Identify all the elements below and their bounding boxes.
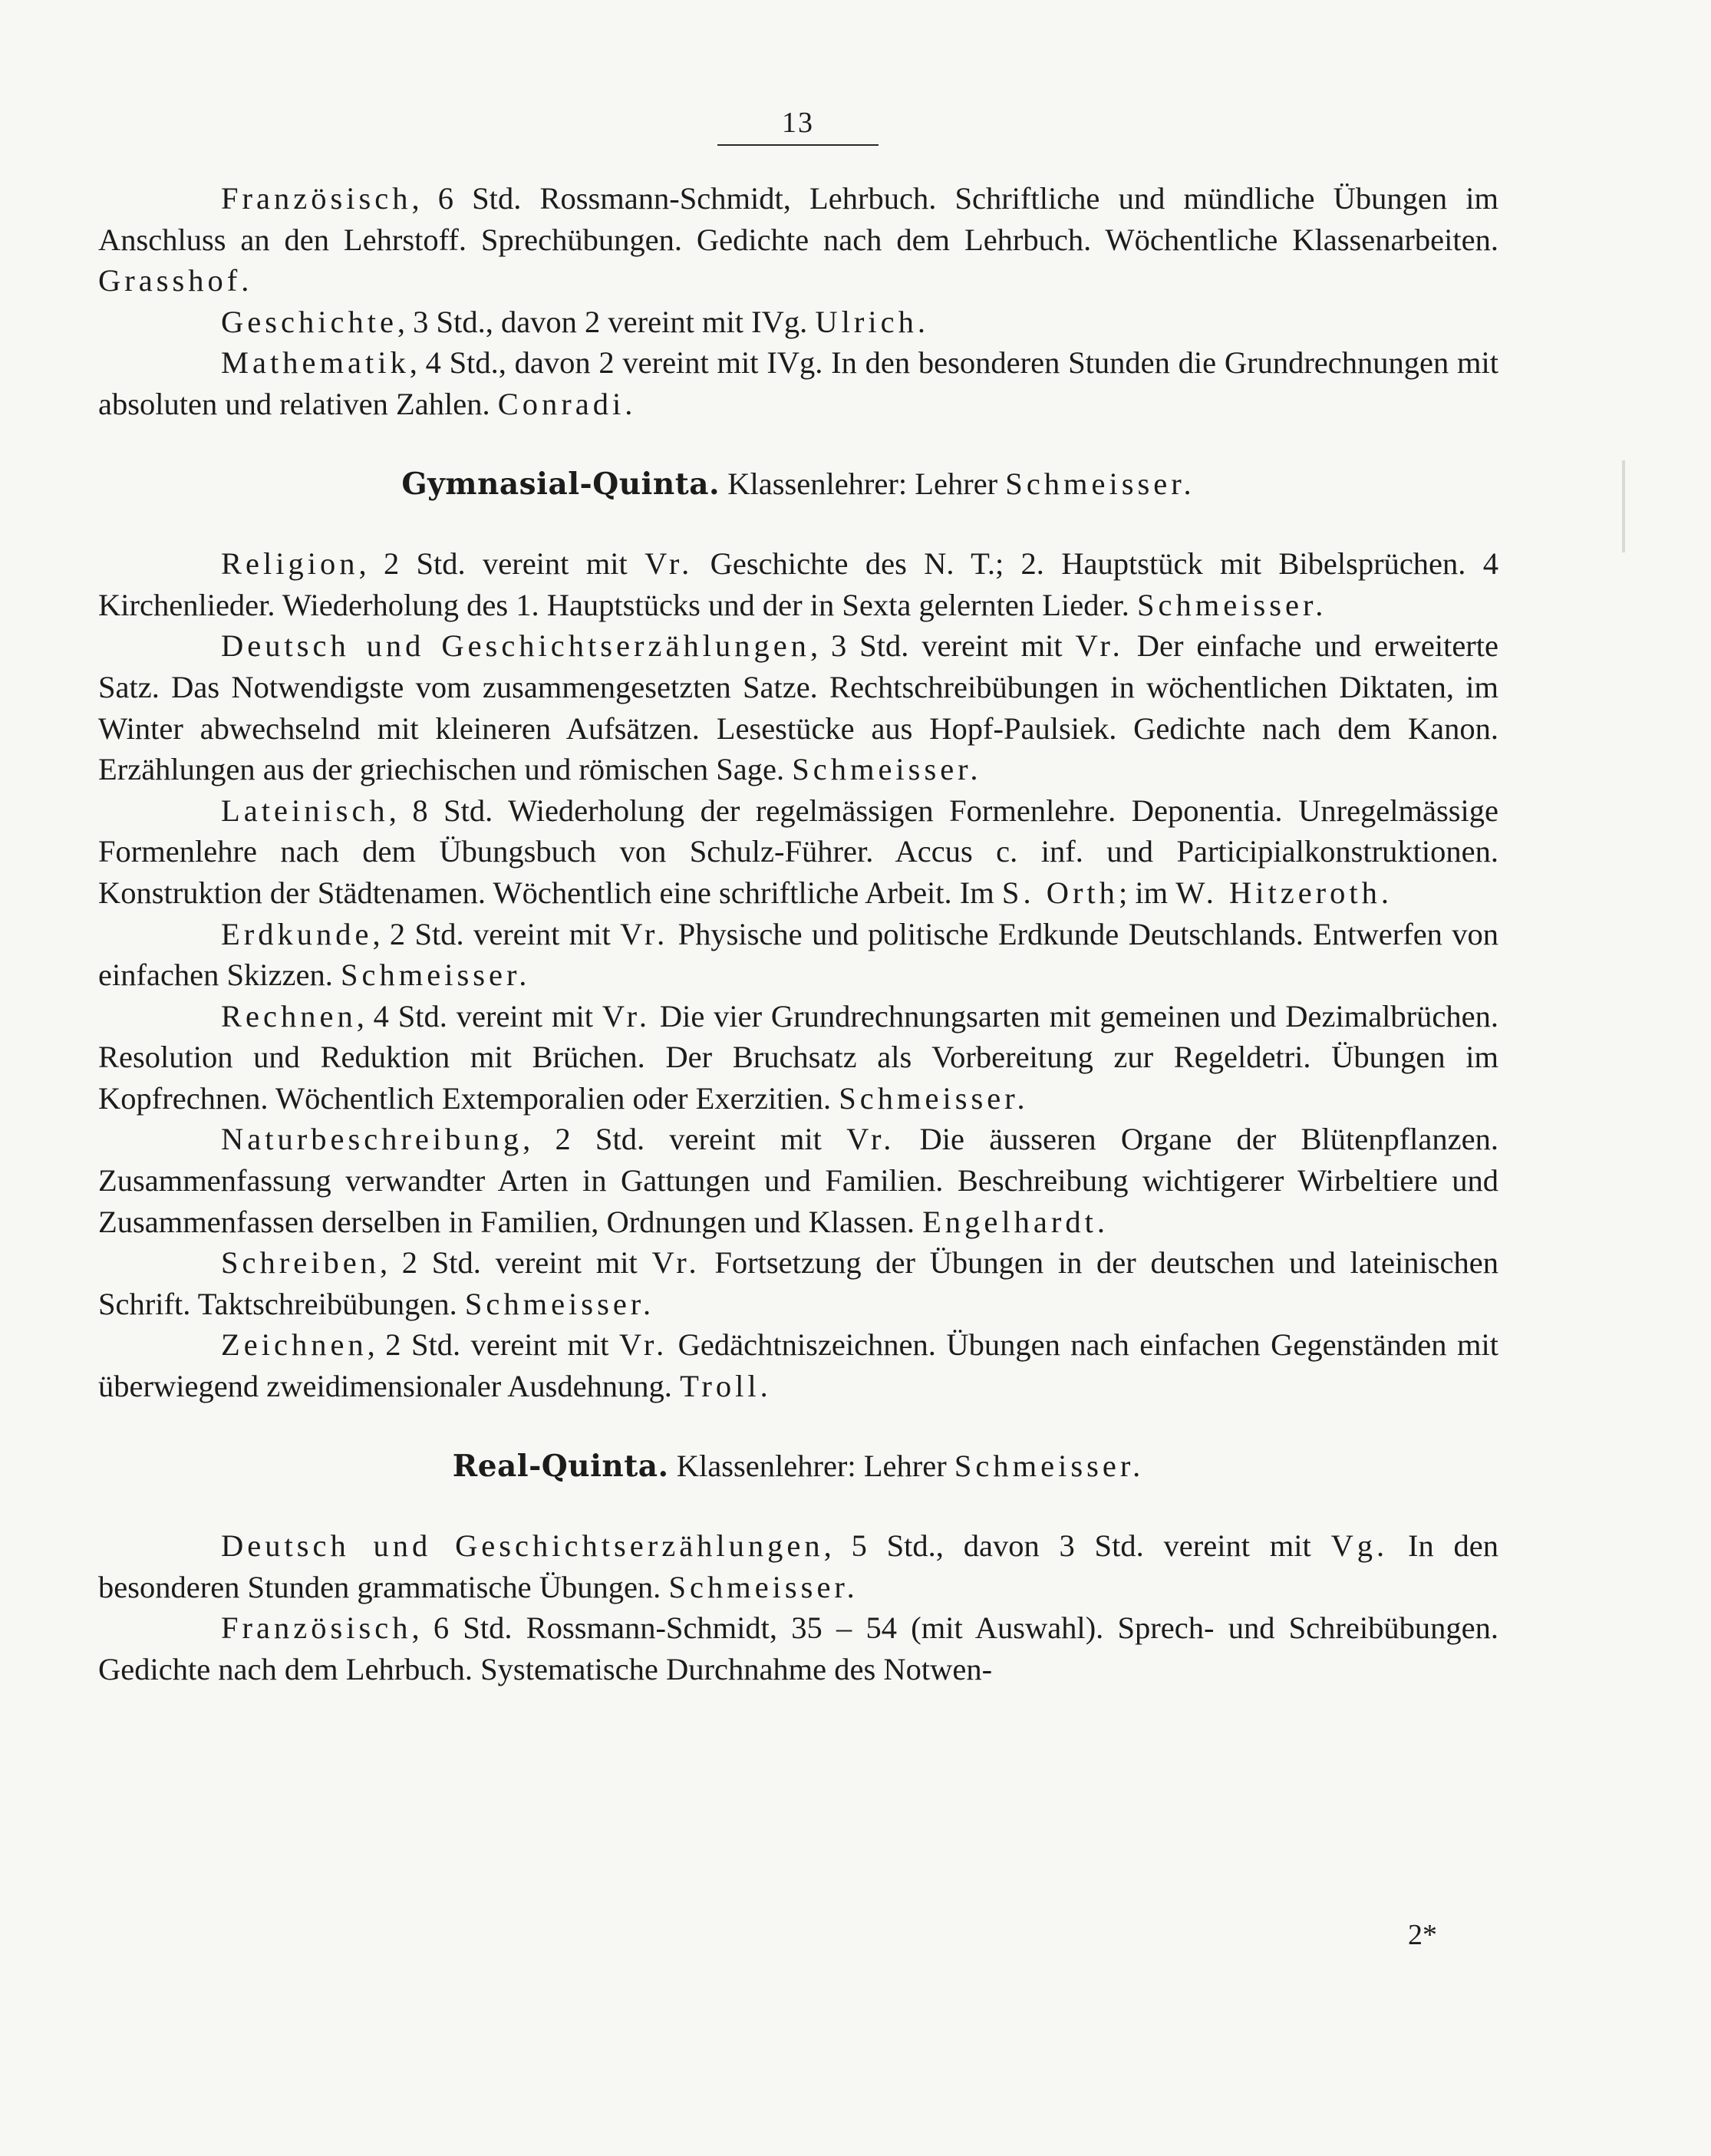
teacher-name: Schmeisser. (340, 958, 531, 993)
class-reference: Vr. (620, 916, 669, 951)
class-reference: Vr. (645, 546, 694, 582)
paragraph-text: , 4 Std., davon 2 vereint mit IVg. In den besonderen Stunden die Grundrechnungen mit absoluten und relativen Zahlen. (98, 345, 1498, 421)
paragraph-geschichte (98, 302, 1498, 343)
section-title: Gymnasial-Quinta. (401, 466, 720, 502)
teacher-name: W. Hitzeroth. (1175, 875, 1393, 910)
show-through-mark (1622, 460, 1625, 552)
subject-name: Zeichnen (221, 1327, 368, 1363)
paragraph-text: Physische und politische Erdkunde Deutschlands. Entwerfen von einfachen Skizzen. (98, 916, 1498, 993)
subject-name: Mathematik (221, 345, 410, 381)
teacher-name: Schmeisser. (464, 1286, 655, 1321)
paragraph-text: , 2 Std. vereint mit (523, 1122, 847, 1157)
teacher-name: Schmeisser. (1136, 587, 1327, 622)
paragraph-text: ; im (1118, 875, 1176, 910)
paragraph-naturbeschreibung (98, 1119, 1498, 1242)
paragraph-religion (98, 543, 1498, 625)
page-header (717, 106, 879, 146)
subject-name: Erdkunde (221, 916, 373, 951)
paragraph-text: , 4 Std. vereint mit (356, 998, 602, 1033)
paragraph-real-deutsch (98, 1525, 1498, 1607)
teacher-name: Troll. (680, 1369, 772, 1404)
paragraph-rechnen (98, 996, 1498, 1119)
paragraph-franzoesisch (98, 178, 1498, 302)
class-reference: Vg. (1330, 1528, 1389, 1564)
subject-name: Rechnen (221, 998, 357, 1033)
paragraph-text: Die vier Grundrechnungsarten mit gemeinen und Dezimalbrüchen. Resolution und Reduktion mit Brüchen. Der Bruchsatz als Vorbereitung zur Regeldetri. Übungen im Kopfrechnen. Wöchentlich Extemporalien oder Exerzitien. (98, 998, 1499, 1116)
subject-name: Geschichte (221, 304, 397, 339)
paragraph-real-franzoesisch (98, 1607, 1498, 1690)
teacher-name: Schmeisser. (839, 1080, 1029, 1116)
paragraph-text: , 2 Std. vereint mit (367, 1327, 619, 1363)
class-reference: Vr. (651, 1245, 701, 1281)
paragraph-text: , 2 Std. vereint mit (379, 1245, 652, 1281)
teacher-name: Grasshof. (98, 263, 253, 298)
paragraph-text: Fortsetzung der Übungen in der deutschen und lateinischen Schrift. Taktschreibübungen. (98, 1245, 1498, 1321)
paragraph-erdkunde (98, 914, 1498, 996)
class-teacher-label: Klassenlehrer: Lehrer (668, 1448, 954, 1483)
subject-name: Deutsch und Geschichtserzählungen (221, 628, 810, 664)
teacher-name: Schmeisser. (792, 752, 982, 787)
paragraph-text: , 5 Std., davon 3 Std. vereint mit (823, 1528, 1331, 1564)
paragraph-zeichnen (98, 1324, 1498, 1406)
paragraph-text: , 3 Std. vereint mit (809, 628, 1076, 664)
paragraph-text: , 3 Std., davon 2 vereint mit IVg. (397, 304, 816, 339)
page-number: 13 (782, 107, 814, 139)
paragraph-text: , 8 Std. Wiederholung der regelmässigen Formenlehre. Deponentia. Unregelmässige Formenlehre nach dem Übungsbuch von Schulz-Führer. Accus c. inf. und Participialkonstruktionen. Konstruktion der Städtenamen. Wöchentlich eine schriftliche Arbeit. Im (98, 793, 1498, 910)
section-title: Real-Quinta. (452, 1448, 669, 1484)
class-reference: Vr. (846, 1122, 895, 1157)
subject-name: Lateinisch (221, 793, 389, 828)
paragraph-text: , 2 Std. vereint mit (372, 916, 621, 951)
body-text (98, 178, 1498, 1690)
class-reference: Vr. (602, 998, 651, 1033)
paragraph-text: Geschichte des N. T.; 2. Hauptstück mit Bibelsprüchen. 4 Kirchenlieder. Wiederholung des 1. Hauptstücks und der in Sexta gelernten Lieder. (98, 546, 1498, 622)
class-reference: Vr. (1075, 628, 1124, 664)
class-teacher-name: Schmeisser. (954, 1448, 1145, 1483)
subject-name: Französisch (221, 181, 412, 216)
header-rule (717, 144, 879, 146)
class-teacher-label: Klassenlehrer: Lehrer (720, 466, 1006, 501)
class-teacher-name: Schmeisser. (1005, 466, 1195, 501)
paragraph-text: Die äusseren Organe der Blütenpflanzen. Zusammenfassung verwandter Arten in Gattungen und Familien. Beschreibung wichtigerer Wirbeltiere und Zusammenfassen derselben in Familien, Ordnungen und Klassen. (98, 1122, 1498, 1239)
subject-name: Französisch (221, 1610, 412, 1646)
paragraph-text: Der einfache und erweiterte Satz. Das Notwendigste vom zusammengesetzten Satze. Rechtschreibübungen in wöchentlichen Diktaten, im Winter abwechselnd mit kleineren Aufsätzen. Lesestücke aus Hopf-Paulsiek. Gedichte nach dem Kanon. Erzählungen aus der griechischen und römischen Sage. (98, 628, 1499, 787)
subject-name: Deutsch und Geschichtserzählungen (221, 1528, 824, 1564)
paragraph-lateinisch (98, 790, 1498, 914)
teacher-name: Ulrich. (815, 304, 929, 339)
subject-name: Naturbeschreibung (221, 1122, 523, 1157)
teacher-name: Conradi. (497, 386, 637, 421)
teacher-name: Schmeisser. (668, 1569, 859, 1604)
paragraph-mathematik (98, 342, 1498, 424)
paragraph-text: , 6 Std. Rossmann-Schmidt, Lehrbuch. Schriftliche und mündliche Übungen im Anschluss an den Lehrstoff. Sprechübungen. Gedichte nach dem Lehrbuch. Wöchentliche Klassenarbeiten. (98, 181, 1498, 257)
paragraph-text: In den besonderen Stunden grammatische Übungen. (98, 1528, 1499, 1604)
class-reference: Vr. (619, 1327, 668, 1363)
subject-name: Schreiben (221, 1245, 380, 1281)
teacher-name: S. Orth (1001, 875, 1119, 910)
teacher-name: Engelhardt. (922, 1204, 1109, 1239)
paragraph-text: , 2 Std. vereint mit (358, 546, 645, 582)
signature-mark: 2* (1408, 1919, 1437, 1951)
paragraph-text: Gedächtniszeichnen. Übungen nach einfachen Gegenständen mit überwiegend zweidimensionaler Ausdehnung. (98, 1327, 1498, 1404)
section-heading-gymnasial-quinta (98, 463, 1498, 506)
section-heading-real-quinta (98, 1446, 1498, 1488)
paragraph-text: , 6 Std. Rossmann-Schmidt, 35 – 54 (mit Auswahl). Sprech- und Schreibübungen. Gedichte nach dem Lehrbuch. Systematische Durchnahme des Notwen- (98, 1610, 1498, 1686)
paragraph-schreiben (98, 1242, 1498, 1324)
paragraph-deutsch (98, 625, 1498, 790)
subject-name: Religion (221, 546, 359, 582)
